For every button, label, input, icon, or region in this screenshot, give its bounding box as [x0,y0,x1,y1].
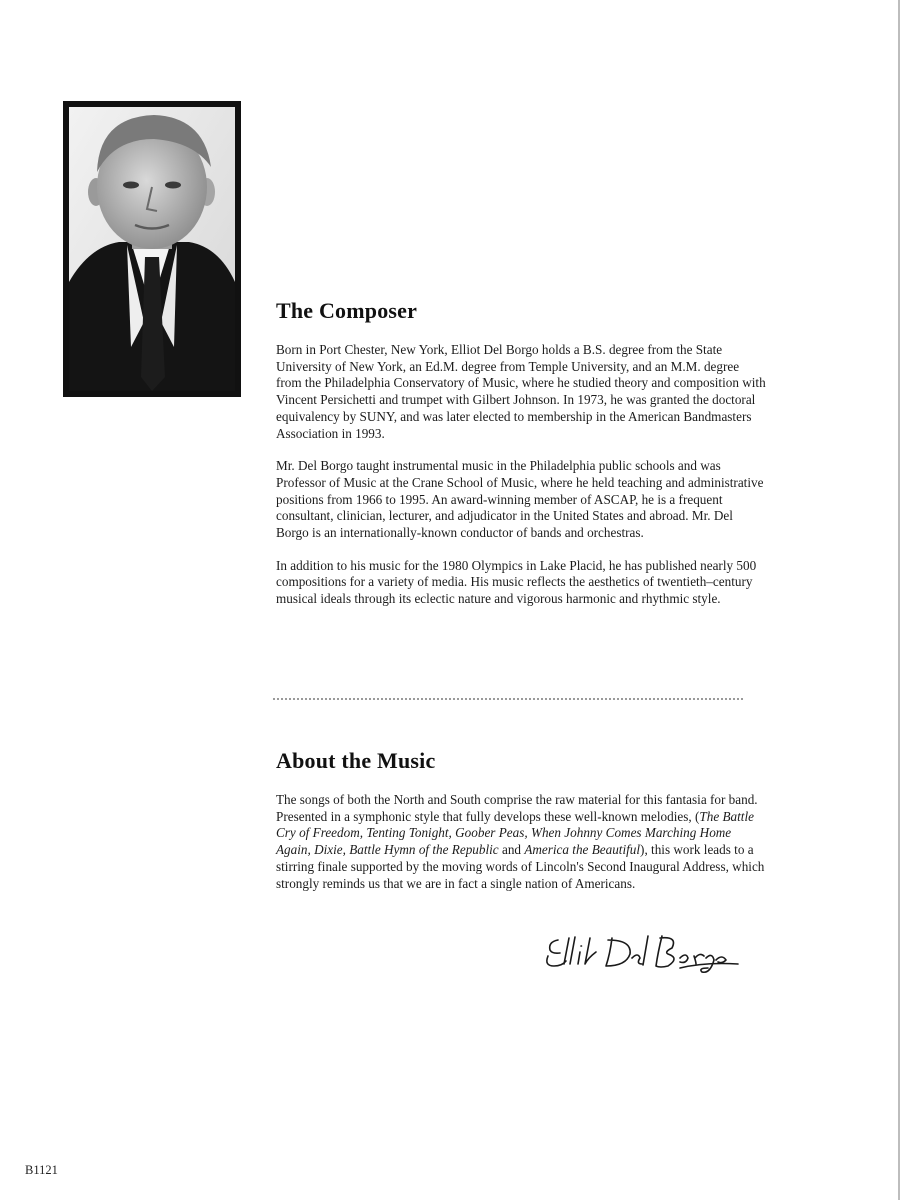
music-text: The songs of both the North and South comprise the raw material for this fantasia for band. Presented in a symphonic style that fully develops these well-known melodies, ( [276,792,758,824]
about-music-paragraph [276,792,766,892]
composer-heading: The Composer [276,298,418,323]
song-title: America the Beautiful [524,842,641,858]
composer-paragraph: Mr. Del Borgo taught instrumental music in the Philadelphia public schools and was Professor of Music at the Crane School of Music, where he held teaching and administrative positions from 1966 to 1995. An award-winning member of ASCAP, he is a frequent consultant, clinician, lecturer, and adjudicator in the United States and abroad. Mr. Del Borgo is an internationally-known conductor of bands and orchestras. [276,458,764,541]
music-text: and [498,842,525,858]
song-titles: The Battle Cry of Freedom, Tenting Tonight, Goober Peas, When Johnny Comes Marching Home Again, Dixie, Battle Hymn of the Republic [276,808,754,858]
dotted-divider [273,698,743,700]
about-music-section [276,748,766,892]
about-music-heading: About the Music [276,748,436,773]
composer-paragraph: In addition to his music for the 1980 Olympics in Lake Placid, he has published nearly 500 compositions for a variety of media. His music reflects the aesthetics of twentieth–century musical ideals through its eclectic nature and vigorous harmonic and rhythmic style. [276,557,757,607]
handwritten-signature [540,928,740,978]
composer-paragraph: Born in Port Chester, New York, Elliot Del Borgo holds a B.S. degree from the State University of New York, an Ed.M. degree from Temple University, and an M.M. degree from the Philadelphia Conservatory of Music, where he studied theory and composition with Vincent Persichetti and trumpet with Gilbert Johnson. In 1973, he was granted the doctoral equivalency by SUNY, and was later elected to membership in the American Bandmasters Association in 1993. [276,342,766,441]
composer-section [276,298,766,608]
music-text: ), this work leads to a stirring finale supported by the moving words of Lincoln's Second Inaugural Address, which strongly reminds us that we are in fact a single nation of Americans. [276,842,765,891]
composer-portrait-photo [63,101,241,397]
catalog-code: B1121 [25,1163,58,1177]
